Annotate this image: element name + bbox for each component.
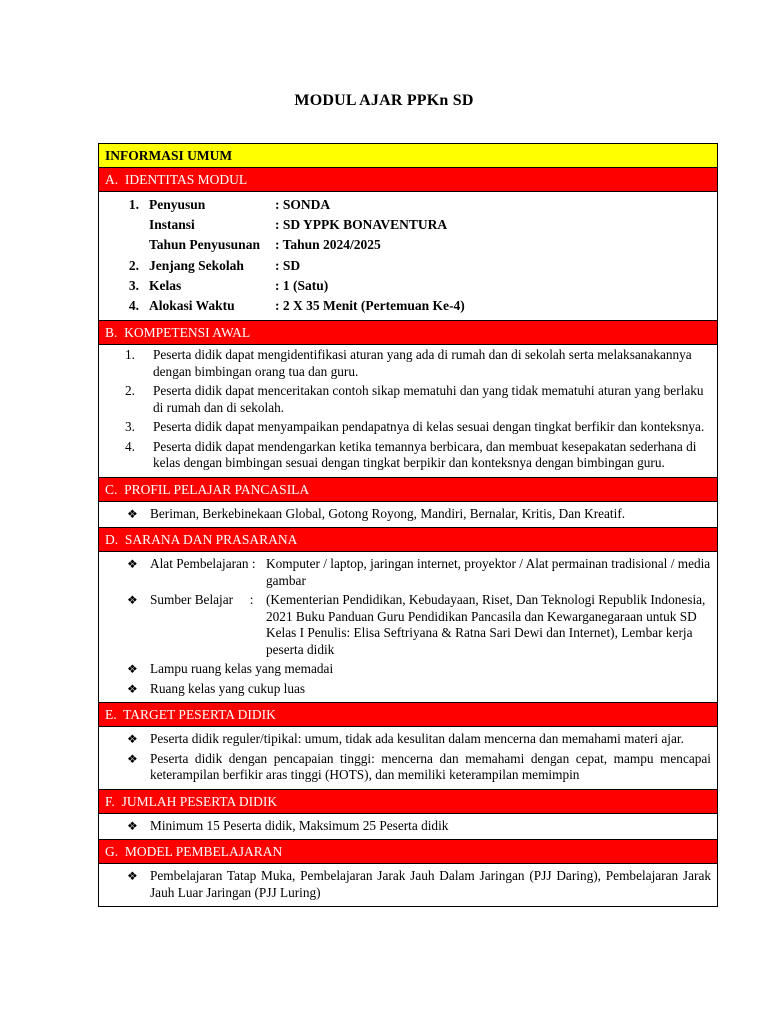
item-text: (Kementerian Pendidikan, Kebudayaan, Riset, Dan Teknologi Republik Indonesia, 2021 Buku Panduan Guru Pendidikan Pancasila dan Kewarganegaraan untuk SD Kelas I Penulis: Elisa Seftriyana & Ratna Sari Dewi dan Internet), Lembar kerja peserta didik	[266, 592, 706, 657]
sarana-prasarana-list	[99, 552, 717, 703]
section-heading: IDENTITAS MODUL	[124, 172, 248, 187]
item-text: Peserta didik dapat menceritakan contoh sikap mematuhi dan yang tidak mematuhi aturan yang berlaku di rumah dan di sekolah.	[153, 383, 704, 415]
list-item	[99, 556, 711, 589]
item-label: Alat Pembelajaran :	[150, 556, 256, 572]
section-heading: JUMLAH PESERTA DIDIK	[121, 793, 278, 809]
row-value: : 1 (Satu)	[275, 277, 329, 293]
list-item	[99, 868, 711, 901]
kompetensi-awal-list	[99, 345, 717, 478]
identitas-section	[99, 192, 717, 321]
row-number: 1.	[128, 197, 139, 212]
item-text: Peserta didik dengan pencapaian tinggi: mencerna dan memahami dengan cepat, mampu mencapai keterampilan berfikir aras tinggi (HOTS), dan memiliki keterampilan memimpin	[150, 750, 711, 783]
item-text: Beriman, Berkebinekaan Global, Gotong Royong, Mandiri, Bernalar, Kritis, Dan Kreatif.	[150, 505, 626, 521]
diamond-bullet-icon: ❖	[127, 818, 138, 833]
section-letter: D.	[105, 532, 119, 548]
item-number: 1.	[125, 347, 135, 363]
identitas-row	[99, 235, 717, 255]
diamond-bullet-icon: ❖	[127, 681, 138, 696]
section-letter: F.	[105, 793, 115, 809]
row-number	[99, 235, 149, 255]
item-text: Minimum 15 Peserta didik, Maksimum 25 Peserta didik	[150, 817, 449, 833]
identitas-row	[99, 296, 717, 316]
list-item	[99, 347, 711, 380]
section-c-header	[99, 478, 717, 502]
jumlah-peserta-list	[99, 814, 717, 841]
item-text: Peserta didik dapat menyampaikan pendapatnya di kelas sesuai dengan tingkat berfikir dan konteksnya.	[153, 419, 705, 435]
row-number: 4.	[128, 297, 139, 313]
diamond-bullet-icon: ❖	[127, 869, 138, 884]
list-item	[99, 731, 711, 748]
item-text: Peserta didik reguler/tipikal: umum, tidak ada kesulitan dalam mencerna dan memahami materi ajar.	[150, 731, 684, 747]
model-pembelajaran-list	[99, 864, 717, 906]
row-label: Jenjang Sekolah	[149, 257, 244, 273]
section-a-header	[99, 168, 717, 192]
row-label: Alokasi Waktu	[149, 297, 235, 313]
list-item	[99, 506, 711, 523]
section-heading: PROFIL PELAJAR PANCASILA	[124, 481, 310, 497]
diamond-bullet-icon: ❖	[127, 557, 138, 572]
row-label: Instansi	[149, 217, 195, 233]
item-number: 2.	[125, 383, 135, 399]
list-item	[99, 751, 711, 784]
section-e-header	[99, 703, 717, 727]
item-text: Ruang kelas yang cukup luas	[150, 680, 306, 696]
identitas-row	[99, 256, 717, 276]
section-d-header	[99, 528, 717, 552]
list-item	[99, 439, 711, 472]
list-item	[99, 681, 711, 698]
row-number: 3.	[128, 277, 139, 293]
section-heading: KOMPETENSI AWAL	[124, 325, 251, 341]
section-letter: B.	[105, 325, 118, 341]
item-text: Komputer / laptop, jaringan internet, proyektor / Alat permainan tradisional / media gambar	[266, 556, 711, 588]
row-number: 2.	[128, 257, 139, 273]
section-heading: TARGET PESERTA DIDIK	[123, 707, 276, 723]
section-g-header	[99, 840, 717, 864]
diamond-bullet-icon: ❖	[127, 593, 138, 608]
identitas-row	[99, 215, 717, 235]
row-label: Tahun Penyusunan	[149, 237, 260, 253]
item-number: 3.	[125, 419, 135, 435]
diamond-bullet-icon: ❖	[127, 732, 138, 747]
list-item	[99, 419, 711, 436]
section-b-header	[99, 321, 717, 345]
list-item	[99, 383, 711, 416]
section-letter: A.	[105, 172, 119, 187]
item-number: 4.	[125, 438, 135, 454]
section-heading: MODEL PEMBELAJARAN	[124, 844, 283, 860]
section-f-header	[99, 790, 717, 814]
row-value: : SD	[275, 257, 301, 273]
module-table	[98, 143, 718, 907]
row-value: : SD YPPK BONAVENTURA	[275, 217, 448, 233]
section-letter: E.	[105, 707, 117, 723]
list-item	[99, 592, 711, 658]
item-text: Peserta didik dapat mengidentifikasi aturan yang ada di rumah dan di sekolah serta melaksanakannya dengan bimbingan orang tua dan guru.	[153, 347, 692, 379]
list-item	[99, 661, 711, 678]
row-label: Penyusun	[149, 197, 206, 212]
row-value: : SONDA	[275, 197, 331, 212]
diamond-bullet-icon: ❖	[127, 751, 138, 766]
identitas-row	[99, 195, 717, 215]
section-letter: G.	[105, 844, 119, 860]
document-title: MODUL AJAR PPKn SD	[294, 92, 474, 109]
diamond-bullet-icon: ❖	[127, 662, 138, 677]
row-number	[99, 215, 149, 235]
row-value: : 2 X 35 Menit (Pertemuan Ke-4)	[275, 297, 465, 313]
informasi-umum-header: INFORMASI UMUM	[99, 144, 717, 168]
item-label: Sumber Belajar :	[150, 592, 254, 608]
diamond-bullet-icon: ❖	[127, 506, 138, 521]
item-text: Pembelajaran Tatap Muka, Pembelajaran Jarak Jauh Dalam Jaringan (PJJ Daring), Pembelajaran Jarak Jauh Luar Jaringan (PJJ Luring)	[150, 868, 711, 900]
section-heading: SARANA DAN PRASARANA	[124, 532, 298, 548]
row-label: Kelas	[149, 277, 182, 293]
item-text: Peserta didik dapat mendengarkan ketika temannya berbicara, dan membuat kesepakatan sederhana di kelas dengan bimbingan sesuai dengan tingkat berpikir dan konteksnya dengan bimbingan guru.	[153, 438, 697, 471]
target-peserta-list	[99, 727, 717, 790]
profil-pelajar-list	[99, 502, 717, 529]
identitas-row	[99, 276, 717, 296]
item-text: Lampu ruang kelas yang memadai	[150, 661, 334, 677]
row-value: : Tahun 2024/2025	[275, 237, 381, 253]
list-item	[99, 818, 711, 835]
section-letter: C.	[105, 481, 118, 497]
